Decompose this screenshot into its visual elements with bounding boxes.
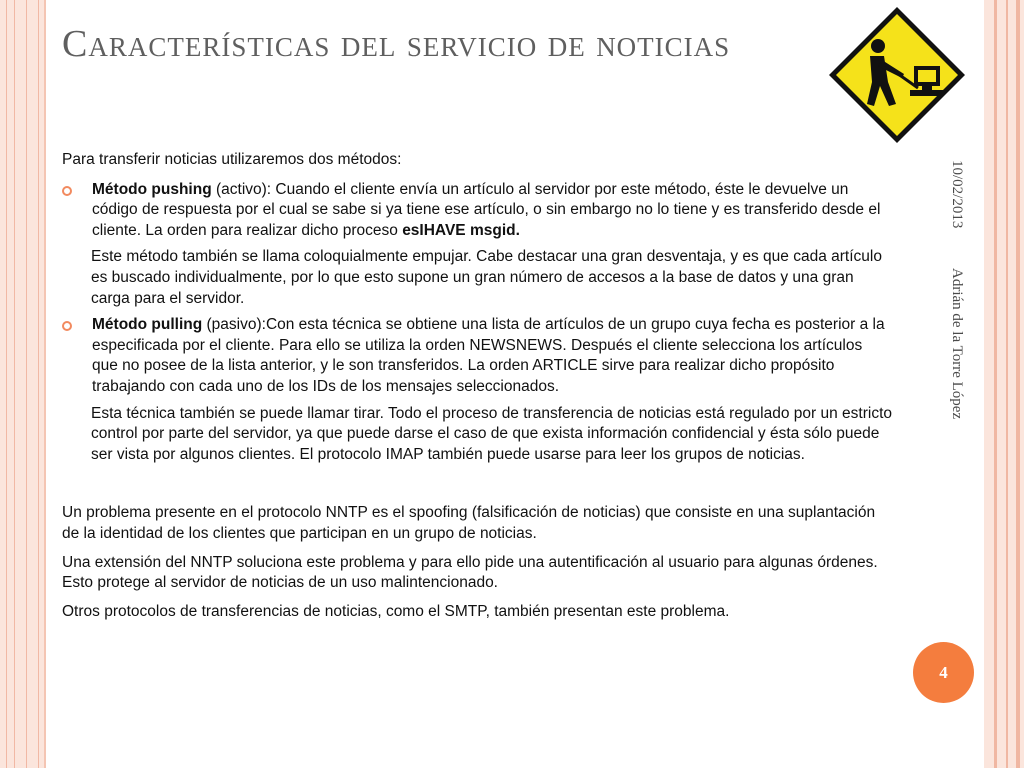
paragraph-other-protocols: Otros protocolos de transferencias de noticias, como el SMTP, también presentan este problema. <box>62 602 730 620</box>
push-method-label: Método pushing <box>92 180 212 198</box>
pull-method-note: Esta técnica también se puede llamar tirar. Todo el proceso de transferencia de noticias está regulado por un estricto control por parte del servidor, ya que puede darse el caso de que exista información confidencial y ésta sólo puede ser vista por algunos clientes. El protocolo IMAP también puede usarse para leer los grupos de noticias. <box>91 404 893 463</box>
circle-bullet-icon <box>62 186 72 196</box>
push-method-note: Este método también se llama coloquialmente empujar. Cabe destacar una gran desventaja, y es que cada artículo es buscado individualmente, por lo que esto supone un gran número de accesos a la base de datos y una gran carga para el servidor. <box>91 248 882 307</box>
paragraph-extension: Una extensión del NNTP soluciona este problema y para ello pide una autentificación al usuario para algunas órdenes. Esto protege al servidor de noticias de un uso malintencionado. <box>62 553 878 592</box>
paragraph-spoofing: Un problema presente en el protocolo NNTP es el spoofing (falsificación de noticias) que consiste en una suplantación de la identidad de los clientes que participan en un grupo de noticias. <box>62 504 876 542</box>
construction-worker-sign-icon <box>826 4 968 146</box>
list-item <box>62 180 892 242</box>
slide-title: Características del servicio de noticias <box>62 23 731 65</box>
intro-text: Para transferir noticias utilizaremos dos métodos: <box>62 151 402 168</box>
list-item <box>62 315 892 397</box>
left-decorative-border <box>0 0 46 768</box>
right-decorative-border <box>984 0 1024 768</box>
slide-body <box>62 150 892 630</box>
circle-bullet-icon <box>62 321 72 331</box>
pull-method-text: (pasivo):Con esta técnica se obtiene una lista de artículos de un grupo cuya fecha es posterior a la especificada por el cliente. Para ello se utiliza la orden NEWSNEWS. Después el cliente selecciona los artículos que no posee de la lista anterior, y le son transferidos. La orden ARTICLE sirve para realizar dicho propósito trabajando con cada uno de los IDs de los mensajes seleccionados. <box>92 316 885 395</box>
push-method-command: esIHAVE msgid. <box>402 221 520 239</box>
page-number-badge: 4 <box>913 642 974 703</box>
slide-author: Adrián de la Torre López <box>949 268 965 420</box>
push-method-text: (activo): Cuando el cliente envía un artículo al servidor por este método, éste le devuelve un código de respuesta por el cual se sabe si ya tiene ese artículo, o sin embargo no lo tiene y es transferido desde el cliente. La orden para realizar dicho proceso <box>92 180 881 239</box>
slide-date: 10/02/2013 <box>949 160 965 229</box>
pull-method-label: Método pulling <box>92 316 203 334</box>
